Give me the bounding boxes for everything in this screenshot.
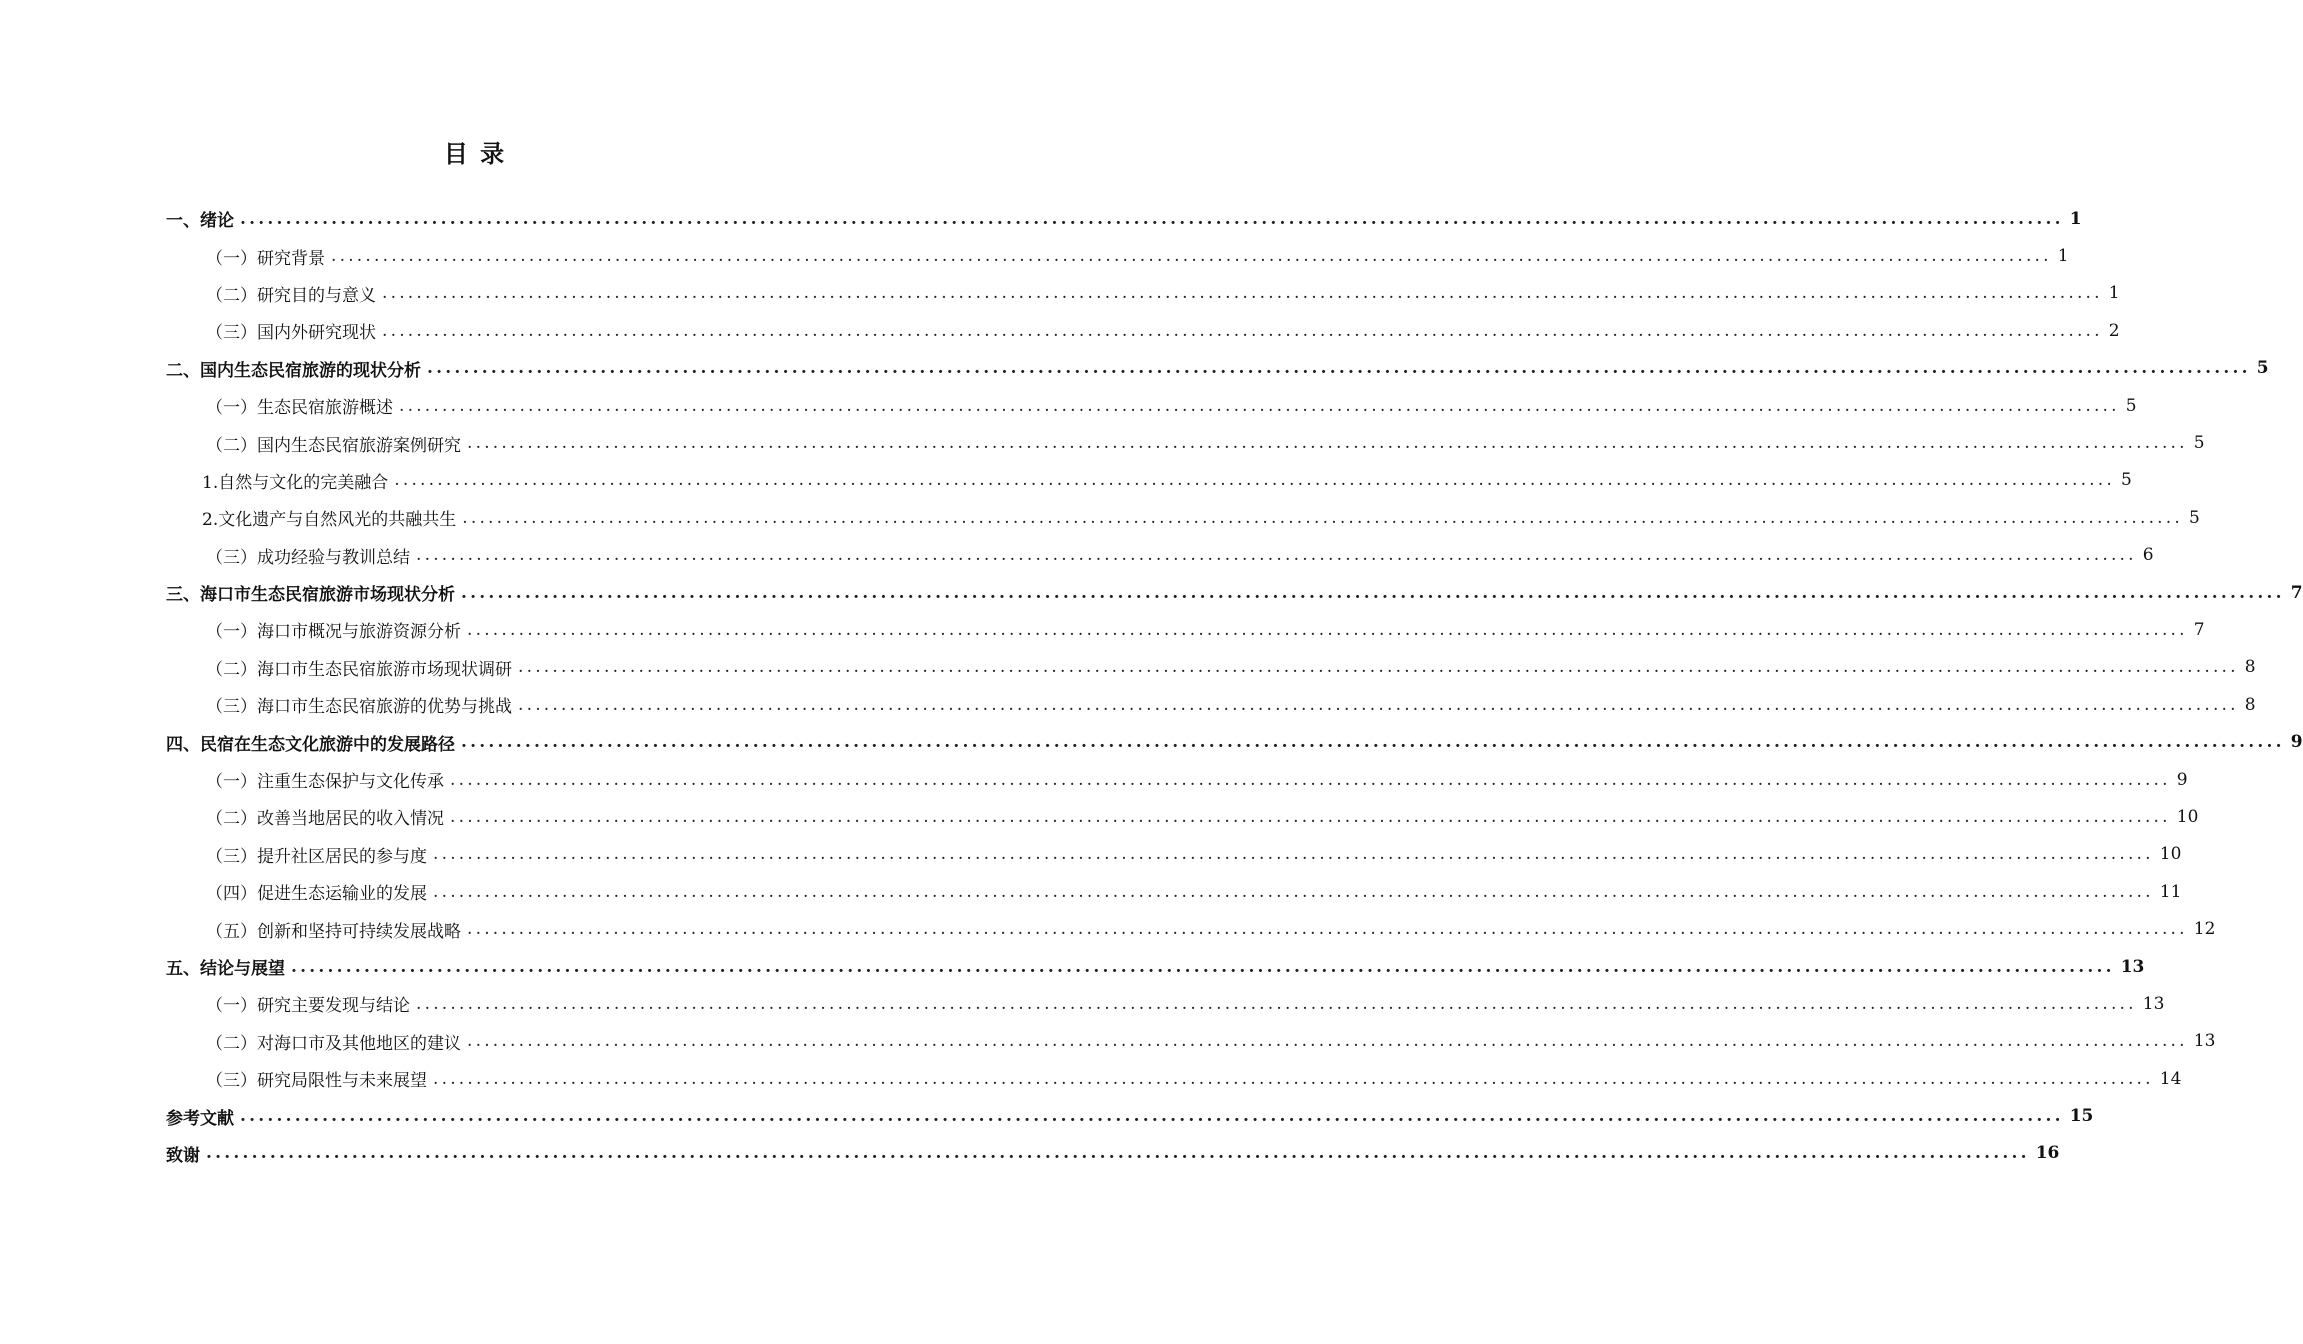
toc-entry-title: 四、民宿在生态文化旅游中的发展路径 bbox=[166, 734, 455, 755]
dot-leader: ........................................................................................................................................................................................................ bbox=[467, 1031, 2188, 1052]
toc-entry[interactable] bbox=[166, 350, 2269, 387]
toc-entry[interactable] bbox=[166, 948, 2145, 985]
dot-leader: ........................................................................................................................................................................................................ bbox=[416, 545, 2137, 566]
toc-entry[interactable] bbox=[166, 910, 2216, 947]
dot-leader: ........................................................................................................................................................................................................ bbox=[331, 246, 2052, 267]
toc-entry-page-number: 9 bbox=[2290, 732, 2303, 753]
toc-entry-title: （三）海口市生态民宿旅游的优势与挑战 bbox=[206, 697, 512, 718]
toc-entry-title: （二）对海口市及其他地区的建议 bbox=[206, 1033, 461, 1054]
toc-entry[interactable] bbox=[166, 985, 2165, 1022]
toc-entry-title: （四）促进生态运输业的发展 bbox=[206, 884, 427, 905]
toc-entry-page-number: 14 bbox=[2159, 1068, 2182, 1089]
toc-entry-page-number: 6 bbox=[2142, 545, 2154, 566]
toc-entry-title: （一）注重生态保护与文化传承 bbox=[206, 772, 444, 793]
toc-entry-title: （一）海口市概况与旅游资源分析 bbox=[206, 622, 461, 643]
toc-entry-page-number: 8 bbox=[2244, 694, 2256, 715]
toc-entry[interactable] bbox=[166, 499, 2200, 536]
toc-entry-title: （一）研究主要发现与结论 bbox=[206, 996, 410, 1017]
toc-entry[interactable] bbox=[166, 649, 2256, 686]
toc-entry[interactable] bbox=[166, 237, 2069, 274]
toc-entry-title: （二）改善当地居民的收入情况 bbox=[206, 809, 444, 830]
toc-entry-title: 致谢 bbox=[166, 1145, 200, 1166]
toc-entry-title: （一）研究背景 bbox=[206, 248, 325, 269]
dot-leader: ........................................................................................................................................................................................................ bbox=[467, 619, 2188, 640]
toc-entry-page-number: 7 bbox=[2290, 582, 2303, 603]
dot-leader: ........................................................................................................................................................................................................ bbox=[382, 320, 2103, 341]
toc-entry[interactable] bbox=[166, 1023, 2216, 1060]
toc-entry-page-number: 10 bbox=[2176, 806, 2199, 827]
dot-leader: ........................................................................................................................................................................................................ bbox=[291, 956, 2115, 977]
toc-entry-page-number: 1 bbox=[2108, 283, 2120, 304]
toc-entry-title: 1.自然与文化的完美融合 bbox=[202, 472, 389, 493]
toc-entry[interactable] bbox=[166, 200, 2082, 237]
dot-leader: ........................................................................................................................................................................................................ bbox=[382, 283, 2103, 304]
toc-entry-page-number: 15 bbox=[2069, 1106, 2094, 1127]
toc-entry[interactable] bbox=[166, 611, 2205, 648]
toc-entry[interactable] bbox=[166, 275, 2120, 312]
toc-entry-page-number: 16 bbox=[2035, 1143, 2060, 1164]
toc-entry[interactable] bbox=[166, 387, 2137, 424]
toc-entry-title: （一）生态民宿旅游概述 bbox=[206, 398, 393, 419]
toc-entry[interactable] bbox=[166, 761, 2188, 798]
toc-entry[interactable] bbox=[166, 574, 2303, 611]
dot-leader: ........................................................................................................................................................................................................ bbox=[206, 1143, 2030, 1164]
toc-entry-page-number: 13 bbox=[2142, 993, 2165, 1014]
toc-entry-page-number: 5 bbox=[2189, 507, 2200, 528]
dot-leader: ........................................................................................................................................................................................................ bbox=[518, 657, 2239, 678]
toc-entry[interactable] bbox=[166, 424, 2205, 461]
toc-entry-title: （二）国内生态民宿旅游案例研究 bbox=[206, 435, 461, 456]
dot-leader: ........................................................................................................................................................................................................ bbox=[461, 582, 2285, 603]
toc-entry-page-number: 5 bbox=[2193, 433, 2205, 454]
dot-leader: ........................................................................................................................................................................................................ bbox=[467, 919, 2188, 940]
dot-leader: ........................................................................................................................................................................................................ bbox=[518, 694, 2239, 715]
toc-entry-title: 一、绪论 bbox=[166, 211, 234, 232]
toc-entry[interactable] bbox=[166, 312, 2120, 349]
toc-entry-title: （三）成功经验与教训总结 bbox=[206, 547, 410, 568]
dot-leader: ........................................................................................................................................................................................................ bbox=[450, 769, 2171, 790]
toc-entry[interactable] bbox=[166, 462, 2132, 499]
dot-leader: ........................................................................................................................................................................................................ bbox=[416, 993, 2137, 1014]
dot-leader: ........................................................................................................................................................................................................ bbox=[394, 470, 2115, 491]
toc-entry-page-number: 1 bbox=[2057, 246, 2069, 267]
toc-entry-title: 参考文献 bbox=[166, 1108, 234, 1129]
dot-leader: ........................................................................................................................................................................................................ bbox=[461, 732, 2285, 753]
toc-entry[interactable] bbox=[166, 798, 2199, 835]
toc-entry[interactable] bbox=[166, 873, 2182, 910]
page-title: 目 录 bbox=[443, 139, 507, 169]
toc-entry-page-number: 7 bbox=[2193, 619, 2205, 640]
toc-entry[interactable] bbox=[166, 537, 2154, 574]
dot-leader: ........................................................................................................................................................................................................ bbox=[399, 395, 2120, 416]
toc-entry-title: （三）研究局限性与未来展望 bbox=[206, 1071, 427, 1092]
dot-leader: ........................................................................................................................................................................................................ bbox=[467, 433, 2188, 454]
dot-leader: ........................................................................................................................................................................................................ bbox=[462, 507, 2183, 528]
dot-leader: ........................................................................................................................................................................................................ bbox=[240, 1106, 2064, 1127]
toc-entry-page-number: 1 bbox=[2069, 208, 2082, 229]
dot-leader: ........................................................................................................................................................................................................ bbox=[450, 806, 2171, 827]
toc-entry-page-number: 13 bbox=[2120, 956, 2145, 977]
toc-entry[interactable] bbox=[166, 723, 2303, 760]
toc-entry-page-number: 11 bbox=[2159, 881, 2182, 902]
dot-leader: ........................................................................................................................................................................................................ bbox=[433, 881, 2154, 902]
toc-entry[interactable] bbox=[166, 686, 2256, 723]
toc-entry-page-number: 5 bbox=[2125, 395, 2137, 416]
dot-leader: ........................................................................................................................................................................................................ bbox=[433, 1068, 2154, 1089]
dot-leader: ........................................................................................................................................................................................................ bbox=[240, 208, 2064, 229]
toc-entry-title: 2.文化遗产与自然风光的共融共生 bbox=[202, 510, 457, 531]
toc-entry-page-number: 12 bbox=[2193, 919, 2216, 940]
toc-entry-title: （二）研究目的与意义 bbox=[206, 285, 376, 306]
toc-entry[interactable] bbox=[166, 1097, 2094, 1134]
toc-entry-title: 五、结论与展望 bbox=[166, 959, 285, 979]
toc-entry[interactable] bbox=[166, 1060, 2182, 1097]
toc-entry[interactable] bbox=[166, 836, 2182, 873]
toc-entry-page-number: 13 bbox=[2193, 1031, 2216, 1052]
toc-entry-title: 三、海口市生态民宿旅游市场现状分析 bbox=[166, 585, 455, 606]
toc-entry-title: 二、国内生态民宿旅游的现状分析 bbox=[166, 360, 421, 381]
toc-entry-page-number: 10 bbox=[2159, 844, 2182, 865]
toc-entry-title: （三）提升社区居民的参与度 bbox=[206, 846, 427, 867]
toc-entry-page-number: 8 bbox=[2244, 657, 2256, 678]
toc-entry[interactable] bbox=[166, 1135, 2060, 1172]
toc-entry-page-number: 5 bbox=[2121, 470, 2132, 491]
toc-entry-page-number: 9 bbox=[2176, 769, 2188, 790]
table-of-contents bbox=[166, 200, 2303, 1172]
toc-entry-title: （三）国内外研究现状 bbox=[206, 323, 376, 344]
dot-leader: ........................................................................................................................................................................................................ bbox=[433, 844, 2154, 865]
dot-leader: ........................................................................................................................................................................................................ bbox=[427, 358, 2251, 379]
toc-entry-title: （五）创新和坚持可持续发展战略 bbox=[206, 921, 461, 942]
toc-entry-title: （二）海口市生态民宿旅游市场现状调研 bbox=[206, 659, 512, 680]
toc-entry-page-number: 5 bbox=[2256, 358, 2269, 379]
toc-entry-page-number: 2 bbox=[2108, 320, 2120, 341]
